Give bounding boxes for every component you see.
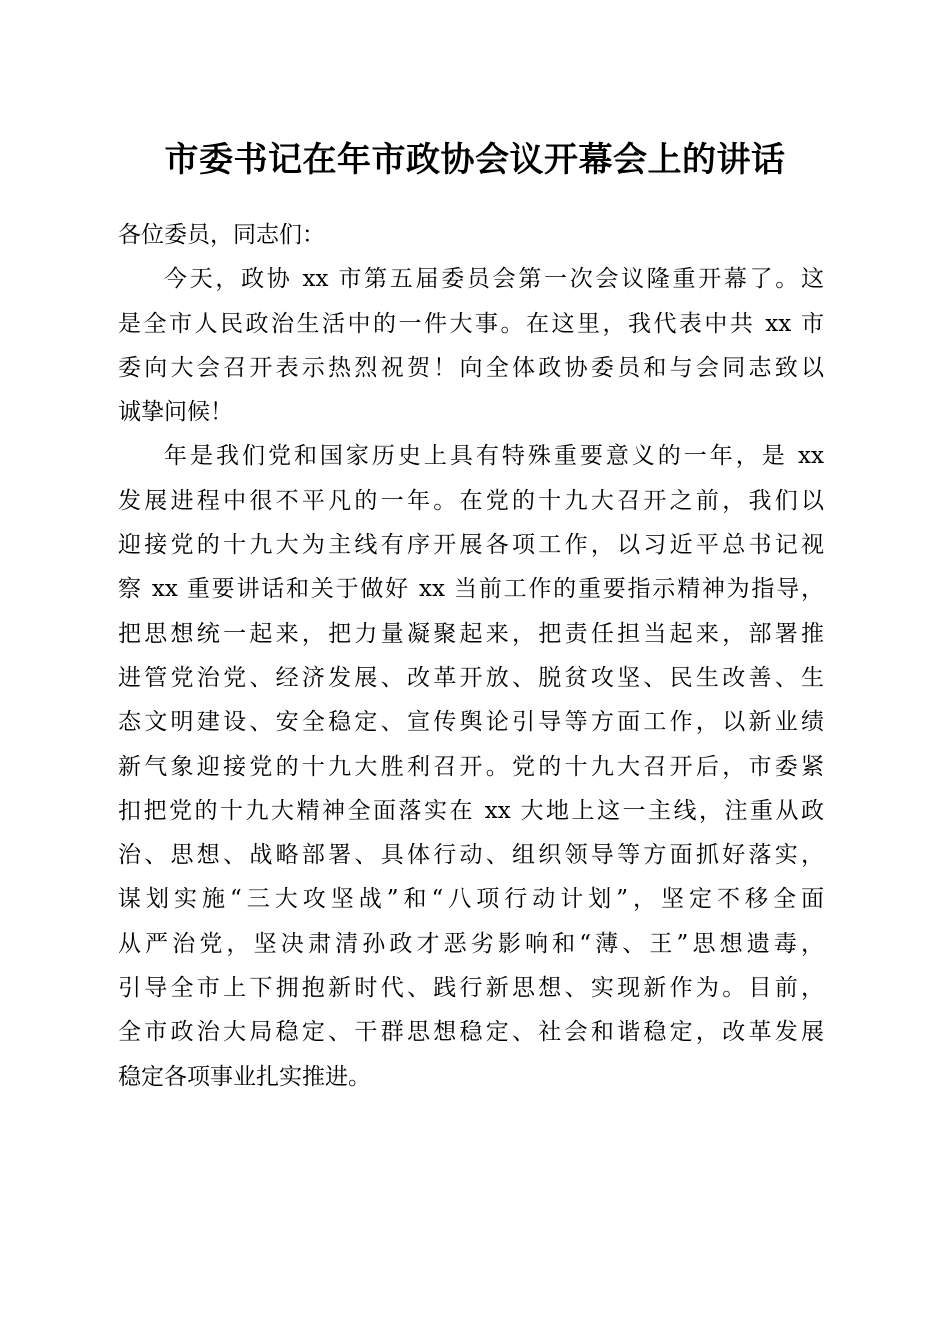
text-line: 今天，政协 xx 市第五届委员会第一次会议隆重开幕了。这 xyxy=(164,266,824,293)
text-line: 治、思想、战略部署、具体行动、组织领导等方面抓好落实， xyxy=(118,842,824,869)
text-line: 全市政治大局稳定、干群思想稳定、社会和谐稳定，改革发展 xyxy=(118,1019,824,1046)
text-line: 态文明建设、安全稳定、宣传舆论引导等方面工作，以新业绩 xyxy=(118,709,824,736)
text-line: 把思想统一起来，把力量凝聚起来，把责任担当起来，部署推 xyxy=(118,620,824,647)
text-line: 引导全市上下拥抱新时代、践行新思想、实现新作为。目前， xyxy=(118,975,824,1002)
text-line: 新气象迎接党的十九大胜利召开。党的十九大召开后，市委紧 xyxy=(118,753,824,780)
document-body xyxy=(118,213,824,1099)
paragraph-2 xyxy=(118,434,824,1098)
text-line: 从严治党，坚决肃清孙政才恶劣影响和“薄、王”思想遗毒， xyxy=(118,930,824,957)
text-line: 委向大会召开表示热烈祝贺！向全体政协委员和与会同志致以 xyxy=(118,354,824,381)
text-line: 年是我们党和国家历史上具有特殊重要意义的一年，是 xx xyxy=(164,443,824,470)
text-line: 迎接党的十九大为主线有序开展各项工作，以习近平总书记视 xyxy=(118,532,824,559)
greeting: 各位委员，同志们： xyxy=(118,222,325,248)
text-line: 是全市人民政治生活中的一件大事。在这里，我代表中共 xx 市 xyxy=(118,310,824,337)
text-line: 谋划实施“三大攻坚战”和“八项行动计划”，坚定不移全面 xyxy=(118,886,824,913)
text-line: 发展进程中很不平凡的一年。在党的十九大召开之前，我们以 xyxy=(118,487,824,514)
text-line: 进管党治党、经济发展、改革开放、脱贫攻坚、民生改善、生 xyxy=(118,664,824,691)
text-line: 诚挚问候！ xyxy=(118,399,233,426)
text-line: 稳定各项事业扎实推进。 xyxy=(118,1063,371,1090)
text-line: 察 xx 重要讲话和关于做好 xx 当前工作的重要指示精神为指导， xyxy=(118,576,824,603)
text-line: 扣把党的十九大精神全面落实在 xx 大地上这一主线，注重从政 xyxy=(118,797,824,824)
paragraph-1 xyxy=(118,257,824,434)
document-title: 市委书记在年市政协会议开幕会上的讲话 xyxy=(164,140,786,180)
